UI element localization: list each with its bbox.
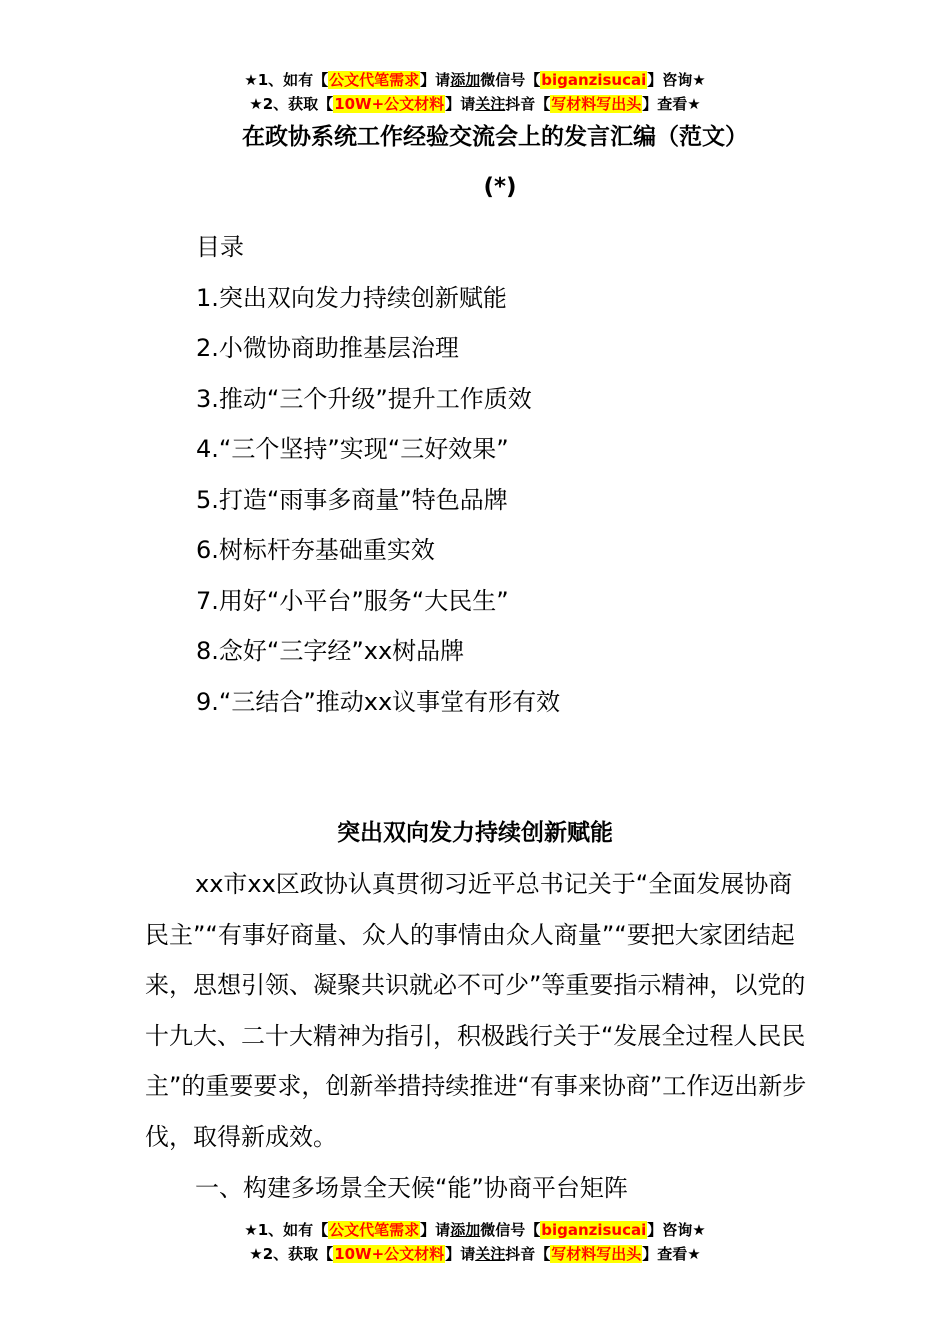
banner-underlined-text: 添加 xyxy=(450,1221,481,1239)
banner-highlight: 公文代笔需求 xyxy=(329,71,420,89)
top-banner xyxy=(0,68,950,116)
toc-item: 7.用好“小平台”服务“大民生” xyxy=(196,586,509,615)
bottom-banner xyxy=(0,1218,950,1266)
toc-item: 6.树标杆夯基础重实效 xyxy=(196,536,435,564)
banner-highlight: 写材料写出头 xyxy=(551,95,642,113)
banner-underlined-text: 关注 xyxy=(475,1245,506,1263)
banner-text: 】请 xyxy=(445,95,476,113)
banner-highlight: biganzisucai xyxy=(541,71,647,89)
toc-heading: 目录 xyxy=(196,233,244,261)
banner-text: 】查看★ xyxy=(642,95,701,113)
banner-text: ★1、如有【 xyxy=(244,71,329,89)
banner-highlight: 10W+公文材料 xyxy=(334,1245,445,1263)
document-title-suffix: (*) xyxy=(483,174,517,200)
banner-text: 】查看★ xyxy=(642,1245,701,1263)
toc-item: 9.“三结合”推动xx议事堂有形有效 xyxy=(196,687,561,716)
banner-text: ★2、获取【 xyxy=(249,1245,334,1263)
toc-item: 1.突出双向发力持续创新赋能 xyxy=(196,283,507,312)
banner-highlight: 10W+公文材料 xyxy=(334,95,445,113)
banner-text: 抖音【 xyxy=(505,95,551,113)
banner-text: ★1、如有【 xyxy=(244,1221,329,1239)
banner-text: 微信号【 xyxy=(480,1221,541,1239)
toc-item: 5.打造“雨事多商量”特色品牌 xyxy=(196,485,508,514)
table-of-contents xyxy=(196,222,560,727)
banner-underlined-text: 关注 xyxy=(475,95,506,113)
banner-text: 抖音【 xyxy=(505,1245,551,1263)
banner-line-2 xyxy=(0,92,950,116)
banner-underlined-text: 添加 xyxy=(450,71,481,89)
toc-item: 4.“三个坚持”实现“三好效果” xyxy=(196,435,509,463)
banner-text: 】咨询★ xyxy=(647,71,706,89)
banner-line-2 xyxy=(0,1242,950,1266)
banner-text: ★2、获取【 xyxy=(249,95,334,113)
banner-text: 】请 xyxy=(445,1245,476,1263)
sub-heading: 一、构建多场景全天候“能”协商平台矩阵 xyxy=(195,1174,628,1202)
banner-text: 】请 xyxy=(420,1221,451,1239)
banner-highlight: 公文代笔需求 xyxy=(329,1221,420,1239)
toc-item: 3.推动“三个升级”提升工作质效 xyxy=(196,384,532,413)
section-title: 突出双向发力持续创新赋能 xyxy=(337,820,613,846)
banner-highlight: 写材料写出头 xyxy=(551,1245,642,1263)
banner-text: 】请 xyxy=(420,71,451,89)
toc-item: 8.念好“三字经”xx树品牌 xyxy=(196,637,465,665)
toc-item: 2.小微协商助推基层治理 xyxy=(196,334,459,362)
banner-line-1 xyxy=(0,1218,950,1242)
banner-highlight: biganzisucai xyxy=(541,1221,647,1239)
banner-line-1 xyxy=(0,68,950,92)
document-title: 在政协系统工作经验交流会上的发言汇编（范文） xyxy=(242,124,748,150)
banner-text: 】咨询★ xyxy=(647,1221,706,1239)
banner-text: 微信号【 xyxy=(480,71,541,89)
body-paragraph: xx市xx区政协认真贯彻习近平总书记关于“全面发展协商民主”“有事好商量、众人的事情由众人商量”“要把大家团结起来，思想引领、凝聚共识就必不可少”等重要指示精神，以党的十九大、二十大精神为指引，积极践行关于“发展全过程人民民主”的重要要求，创新举措持续推进“有事来协商”工作迈出新步伐，取得新成效。 xyxy=(145,870,807,1151)
